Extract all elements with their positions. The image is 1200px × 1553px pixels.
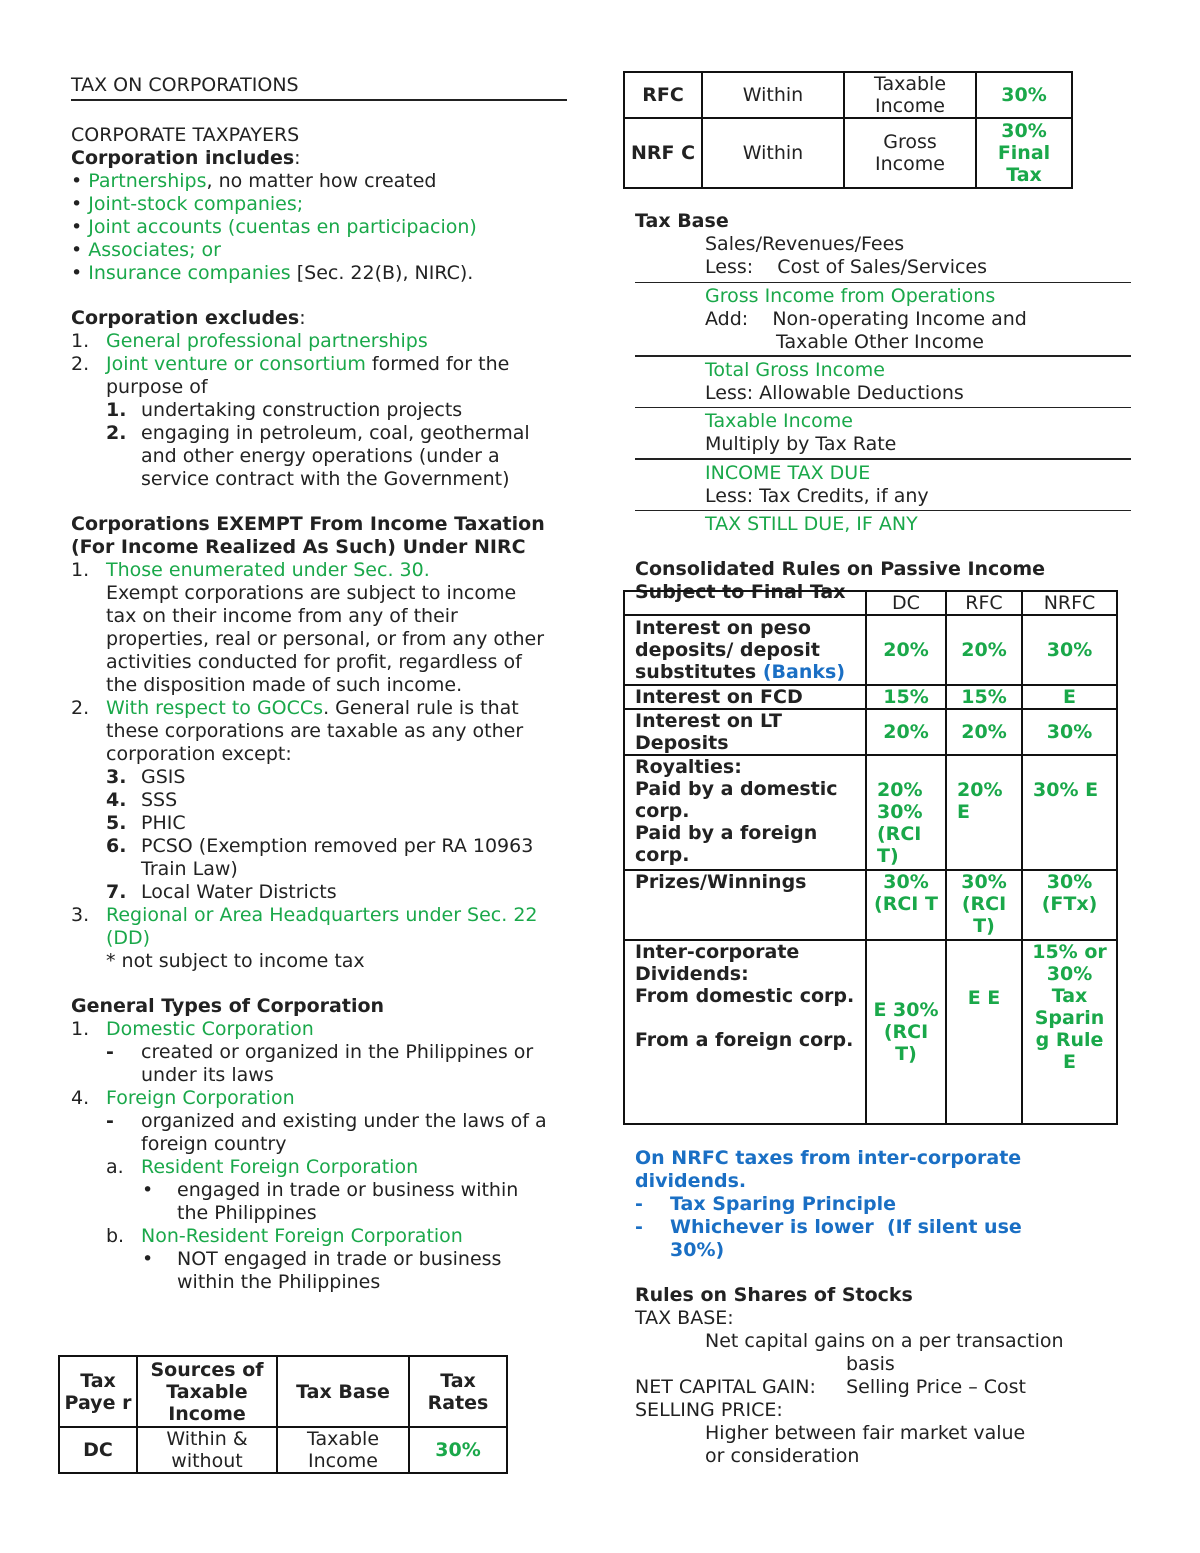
tax-rates-table: Tax Paye r Sources of Taxable Income Tax Base Tax Rates DC Within & without Taxable Income 30%	[58, 1355, 508, 1474]
table-row: DC Within & without Taxable Income 30%	[59, 1427, 507, 1473]
passive-heading: Consolidated Rules on Passive Income	[635, 558, 1046, 580]
table-row: RFC Within Taxable Income 30%	[624, 72, 1072, 118]
table-row: Prizes/Winnings 30% (RCI T 30% (RCI T) 30% (FTx)	[624, 870, 1117, 940]
list-item: 1. undertaking construction projects	[106, 399, 463, 421]
list-item: 1. Those enumerated under Sec. 30.	[71, 559, 430, 581]
types-heading: General Types of Corporation	[71, 995, 385, 1017]
tax-base-heading: Tax Base	[635, 210, 729, 232]
table-row: Inter-corporate Dividends: From domestic corp. From a foreign corp. E 30% (RCI T) E E 15% or 30% Tax Sparin g Rule E	[624, 940, 1117, 1124]
nrfc-note: On NRFC taxes from inter-corporate dividends. - Tax Sparing Principle - Whichever is lower (If silent use 30%)	[635, 1147, 1131, 1262]
list-item: 4. Foreign Corporation	[71, 1087, 295, 1109]
list-item: 1. General professional partnerships	[71, 330, 428, 352]
table-row: Interest on peso deposits/ deposit substitutes (Banks) 20% 20% 30%	[624, 615, 1117, 685]
list-item: a. Resident Foreign Corporation	[106, 1156, 419, 1178]
list-item: 2. engaging in petroleum, coal, geothermal	[106, 422, 530, 444]
table-row: Interest on LT Deposits 20% 20% 30%	[624, 709, 1117, 755]
exempt-heading: Corporations EXEMPT From Income Taxation	[71, 513, 545, 535]
list-item: 5. PHIC	[106, 812, 186, 834]
list-item: • Insurance companies [Sec. 22(B), NIRC).	[71, 262, 474, 284]
list-item: 2. Joint venture or consortium formed for the	[71, 353, 510, 375]
list-item: • Associates; or	[71, 239, 221, 261]
excludes-label: Corporation excludes:	[71, 307, 306, 329]
shares-section: Rules on Shares of Stocks TAX BASE: Net capital gains on a per transaction basis NET CAPITAL GAIN: Selling Price – Cost SELLING PRICE: Higher between fair market value or consideration	[635, 1284, 1064, 1467]
tax-rates-table-cont	[623, 71, 1073, 189]
list-item: • Partnerships, no matter how created	[71, 170, 437, 192]
page-title: TAX ON CORPORATIONS	[71, 74, 567, 101]
list-item: 3. Regional or Area Headquarters under Sec. 22	[71, 904, 538, 926]
table-row: Royalties: Paid by a domestic corp. Paid by a foreign corp. 20% 30% (RCI T) 20% E 30% E	[624, 755, 1117, 870]
list-item: 7. Local Water Districts	[106, 881, 337, 903]
includes-list	[71, 170, 567, 285]
table-row: NRF C Within Gross Income 30% Final Tax	[624, 118, 1072, 188]
right-column: Tax Base Sales/Revenues/Fees Less: Cost of Sales/Services Gross Income from Operations Add: Non-operating Income and Taxable Other Income Total Gross Income Less: Allowable Deductions Taxable Income Multiply by Tax Rate INCOME TAX DUE Less: Tax Credits, if any TAX STILL DUE, IF ANY Consolidated Rules on Passive Income Subject to Final Tax	[635, 210, 1131, 604]
list-item: 6. PCSO (Exemption removed per RA 10963	[106, 835, 534, 857]
list-item: 4. SSS	[106, 789, 178, 811]
includes-label: Corporation includes:	[71, 147, 301, 169]
list-item: 3. GSIS	[106, 766, 186, 788]
list-item: 1. Domestic Corporation	[71, 1018, 314, 1040]
list-item: • Joint accounts (cuentas en participacion)	[71, 216, 477, 238]
table-row: Interest on FCD 15% 15% E	[624, 685, 1117, 709]
list-item: b. Non-Resident Foreign Corporation	[106, 1225, 463, 1247]
list-item: • Joint-stock companies;	[71, 193, 304, 215]
list-item: 2. With respect to GOCCs. General rule is that	[71, 697, 519, 719]
list-item: - Whichever is lower (If silent use	[635, 1216, 1022, 1238]
passive-income-table: DC RFC NRFC Interest on peso deposits/ deposit substitutes (Banks) 20% 20% 30% Interest on FCD 15% 15% E Interest on LT Deposits 20% 20% 30% Royalties: Paid by a domestic corp. Paid by a foreign corp. 20% 30% (RCI T) 20% E 30% E Prizes/Winnings 30% (RCI T 30% (RCI T) 30% (FTx) Inter-corporate Dividends: From domestic corp. From a foreign corp. E 30% (RCI T) E E 15% or 30% Tax Sparin g Rule E	[623, 590, 1118, 1125]
corp-taxpayers-heading: CORPORATE TAXPAYERS	[71, 124, 300, 146]
list-item: - Tax Sparing Principle	[635, 1193, 897, 1215]
left-column: TAX ON CORPORATIONS CORPORATE TAXPAYERS Corporation includes: • Partnerships, no matter how created • Joint-stock companies; • Joint accounts (cuentas en participacion) • Associates; or • Insurance companies [Sec. 22(B), NIRC). Corporation excludes: 1. General professional partnerships 2. Joint venture or consortium formed for the purpose of 1. undertaking construction projects 2. engaging in petroleum, coal, geothermal and other energy operations (under a service contract with the Government) Corporations EXEMPT From Income Taxation (For Income Realized As Such) Under NIRC 1. Those enumerated under Sec. 30. Exempt corporations are subject to income tax on their income from any of their properties, real or personal, or from any other activities conducted for profit, regardless of the disposition made of such income. 2. With respect to GOCCs. General rule is that these corporations are taxable as any other corporation except: 3. GSIS 4. SSS 5. PHIC 6. PCSO (Exemption removed per RA 10963 Train Law) 7. Local Water Districts 3. Regional or Area Headquarters under Sec. 22 (DD) * not subject to income tax General Types of Corporation 1. Domestic Corporation - created or organized in the Philippines or under its laws 4. Foreign Corporation - organized and existing under the laws of a foreign country a. Resident Foreign Corporation • engaged in trade or business within the Philippines b. Non-Resident Foreign Corporation • NOT engaged in trade or business within the Philippines	[71, 74, 567, 1294]
